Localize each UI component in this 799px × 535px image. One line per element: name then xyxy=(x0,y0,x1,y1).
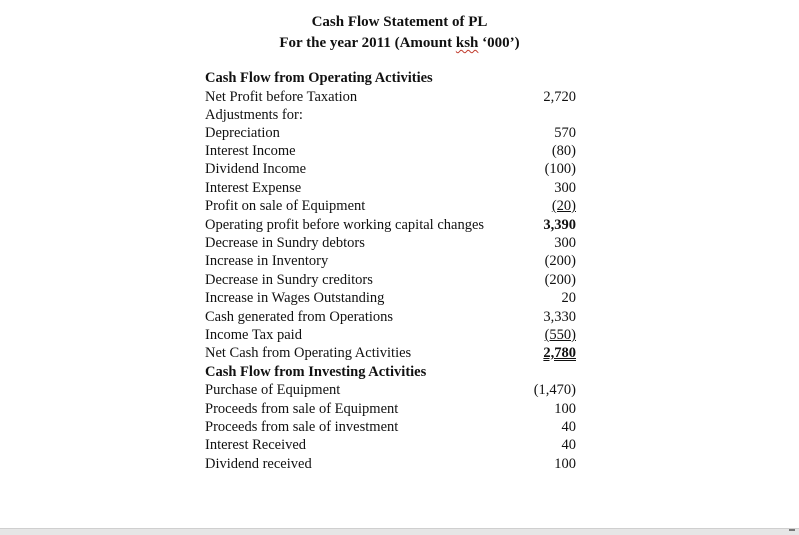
table-row xyxy=(205,381,580,399)
row-label: Cash generated from Operations xyxy=(205,309,394,325)
row-label: Profit on sale of Equipment xyxy=(205,198,366,214)
spellcheck-flagged-word[interactable]: ksh xyxy=(455,35,479,51)
table-row xyxy=(205,160,580,178)
row-label: Depreciation xyxy=(205,125,280,141)
row-value: (200) xyxy=(544,272,576,288)
table-row xyxy=(205,436,580,454)
row-value: (200) xyxy=(544,253,576,269)
row-value: 3,330 xyxy=(543,309,576,325)
subtitle-text-end: ‘000’) xyxy=(478,35,520,51)
statement-subtitle xyxy=(0,34,799,52)
row-label: Dividend received xyxy=(205,456,312,472)
row-label: Increase in Wages Outstanding xyxy=(205,290,385,306)
row-label: Interest Received xyxy=(205,437,307,453)
row-value: (80) xyxy=(551,143,576,159)
row-value: 20 xyxy=(561,290,576,306)
table-row xyxy=(205,289,580,307)
row-label: Interest Income xyxy=(205,143,296,159)
scroll-indicator xyxy=(789,529,795,531)
table-row xyxy=(205,344,580,362)
table-row xyxy=(205,326,580,344)
table-row xyxy=(205,252,580,270)
row-value: (20) xyxy=(551,198,576,214)
table-row xyxy=(205,106,580,124)
row-value: 300 xyxy=(554,180,576,196)
subtitle-text-start: For the year 2011 (Amount xyxy=(279,35,456,51)
row-label: Net Profit before Taxation xyxy=(205,89,358,105)
row-value: 100 xyxy=(554,401,576,417)
row-value: 300 xyxy=(554,235,576,251)
row-value: 40 xyxy=(561,437,576,453)
row-label: Proceeds from sale of investment xyxy=(205,419,399,435)
table-row xyxy=(205,179,580,197)
row-label: Income Tax paid xyxy=(205,327,302,343)
row-value: 2,780 xyxy=(543,345,576,361)
row-label: Cash Flow from Investing Activities xyxy=(205,364,427,380)
row-label: Cash Flow from Operating Activities xyxy=(205,70,433,86)
row-label: Adjustments for: xyxy=(205,107,303,123)
table-row xyxy=(205,234,580,252)
row-value: 2,720 xyxy=(543,89,576,105)
row-value: (550) xyxy=(544,327,576,343)
row-label: Net Cash from Operating Activities xyxy=(205,345,412,361)
row-value: (1,470) xyxy=(533,382,576,398)
table-row xyxy=(205,142,580,160)
row-label: Proceeds from sale of Equipment xyxy=(205,401,399,417)
table-row xyxy=(205,400,580,418)
row-label: Decrease in Sundry creditors xyxy=(205,272,373,288)
row-label: Decrease in Sundry debtors xyxy=(205,235,365,251)
table-row xyxy=(205,308,580,326)
table-row xyxy=(205,216,580,234)
table-row xyxy=(205,124,580,142)
table-row xyxy=(205,271,580,289)
row-value: 40 xyxy=(561,419,576,435)
row-value: 570 xyxy=(554,125,576,141)
section-heading-investing xyxy=(205,363,580,381)
section-heading-operating xyxy=(205,69,580,87)
row-label: Operating profit before working capital changes xyxy=(205,217,485,233)
row-value: (100) xyxy=(544,161,576,177)
row-value: 3,390 xyxy=(543,217,576,233)
table-row xyxy=(205,455,580,473)
row-label: Increase in Inventory xyxy=(205,253,329,269)
table-row xyxy=(205,197,580,215)
row-label: Purchase of Equipment xyxy=(205,382,341,398)
row-label: Dividend Income xyxy=(205,161,307,177)
row-label: Interest Expense xyxy=(205,180,302,196)
statement-title: Cash Flow Statement of PL xyxy=(311,14,488,30)
table-row xyxy=(205,88,580,106)
row-value: 100 xyxy=(554,456,576,472)
table-row xyxy=(205,418,580,436)
